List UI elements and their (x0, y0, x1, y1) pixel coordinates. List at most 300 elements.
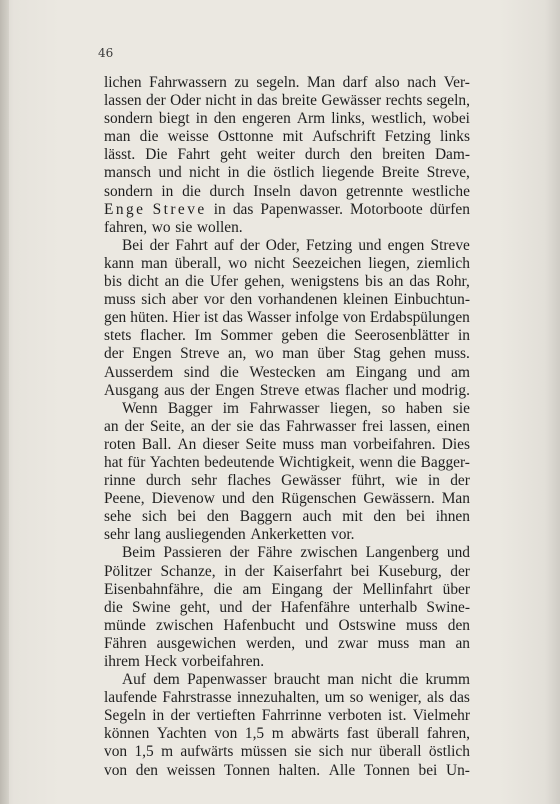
text-line (104, 74, 470, 92)
word: vorbeifahren. (181, 653, 265, 670)
text-line (104, 436, 470, 454)
word: Mellinfahrt (362, 580, 433, 598)
text-line (104, 219, 470, 237)
word: ist. (388, 707, 407, 725)
word: um (324, 689, 345, 707)
text-line (104, 345, 470, 363)
word: durch (304, 146, 340, 164)
word: Engen (132, 345, 172, 363)
word: Ufer (209, 273, 239, 291)
word: im (222, 399, 239, 417)
word: wollen. (196, 218, 243, 236)
word: sondern (104, 182, 153, 200)
word: Bagger (167, 399, 213, 417)
text-line (104, 309, 470, 327)
word: liegende (321, 164, 375, 182)
word: Fahrwasser (249, 399, 320, 417)
word: an (104, 417, 119, 435)
word: Im (194, 327, 212, 345)
word: an (164, 273, 180, 291)
word: Alle (328, 761, 356, 779)
word: der (104, 345, 124, 363)
word: Streve (430, 236, 470, 254)
word: lässt. (104, 146, 136, 164)
word: geht, (179, 598, 211, 616)
word: man (141, 254, 168, 272)
word: biegt (158, 110, 190, 128)
word: Ostswine (338, 616, 396, 634)
word: bis (104, 273, 122, 291)
word: engen (387, 236, 425, 254)
word: Ankerketten (250, 526, 327, 544)
word: sehr (104, 526, 130, 544)
word: Eingang (271, 580, 323, 598)
word: der (210, 417, 231, 435)
word: den (206, 508, 230, 526)
text-line (104, 635, 470, 653)
word: Wenn (122, 399, 158, 417)
word: segeln, (426, 92, 470, 110)
word: wie (395, 472, 418, 490)
word: an (455, 634, 470, 652)
word: davon (299, 182, 338, 200)
word: so (381, 399, 396, 417)
word: der (229, 544, 250, 562)
word: muss (405, 616, 438, 634)
word: 1,5 (134, 743, 154, 761)
word: bei (406, 508, 426, 526)
word: Rohr, (435, 273, 470, 291)
word: und (358, 236, 382, 254)
word: der (239, 236, 260, 254)
word: von (104, 743, 128, 761)
word: Arm (296, 110, 326, 128)
word: laufende (104, 689, 157, 707)
text-line (104, 671, 470, 689)
word: das (222, 309, 243, 327)
text-line (104, 400, 470, 418)
word: Beim (122, 544, 156, 562)
word: und (446, 544, 470, 562)
word: am (451, 363, 470, 381)
text-line (104, 508, 470, 526)
word: hat (104, 453, 123, 471)
word: Streve (259, 381, 300, 399)
word: ihrem (104, 653, 140, 670)
word: der (190, 381, 210, 399)
word: Aufschrift (312, 128, 376, 146)
word: am (242, 580, 262, 598)
word: zwischen (156, 616, 214, 634)
word: wenigstens (290, 273, 360, 291)
word: kann (104, 254, 134, 272)
text-line (104, 164, 470, 182)
word: der (450, 472, 470, 490)
word: können (104, 725, 150, 743)
word: muss. (434, 345, 470, 363)
page-number: 46 (98, 46, 114, 60)
word: braucht (273, 671, 321, 689)
word: engeren (242, 110, 291, 128)
word: Fahrwasser (285, 417, 357, 435)
word: Streve, (426, 164, 470, 182)
text-line (104, 364, 470, 382)
word: aufwärts (180, 743, 234, 761)
text-line (104, 544, 470, 562)
word: sie (294, 743, 312, 761)
word: unterhalb (359, 598, 418, 616)
word: der (450, 562, 470, 580)
word: mit (342, 508, 363, 526)
word: die (399, 671, 419, 689)
word: östlich (428, 743, 470, 761)
word: Un- (445, 761, 470, 779)
text-line (104, 382, 470, 400)
word: Sommer (220, 327, 273, 345)
text-line (104, 743, 470, 761)
word: bei (177, 508, 197, 526)
word: infolge (295, 309, 339, 327)
word: Gewässern. (363, 490, 435, 508)
word: frei (361, 417, 384, 435)
word: auch (302, 508, 332, 526)
word: durch (145, 472, 181, 490)
word: Fähre (257, 544, 293, 562)
word: zwischen (300, 544, 358, 562)
word: das (449, 689, 470, 707)
word: die (182, 182, 201, 200)
word: Fetzing (384, 128, 431, 146)
word: modrig. (421, 381, 470, 399)
word: stets (104, 327, 132, 345)
word: Yachten (149, 453, 200, 471)
text-line (104, 526, 470, 544)
word: in (195, 110, 208, 128)
word: etwas (304, 381, 340, 399)
word: verboten (327, 707, 382, 725)
word: westliche (411, 182, 470, 200)
word: sie (236, 417, 254, 435)
word: den (213, 110, 237, 128)
word: muss (282, 435, 315, 453)
word: weniger, (368, 689, 422, 707)
word: An (177, 435, 197, 453)
word: die (247, 164, 266, 182)
word: m (271, 725, 284, 743)
word: an, (227, 345, 247, 363)
word: für (127, 453, 146, 471)
word: liegen, (368, 254, 410, 272)
word: überall (376, 725, 420, 743)
word: haben (405, 399, 443, 417)
word: über (442, 580, 470, 598)
word: Fahrrinne (261, 707, 322, 725)
word: die (185, 273, 204, 291)
word: einen (436, 417, 470, 435)
word: Streve (152, 200, 207, 218)
word: 1,5 (244, 725, 265, 743)
word: nicht (254, 254, 285, 272)
text-line (104, 563, 470, 581)
word: sehr (191, 472, 217, 490)
word: Rügenschen (281, 490, 357, 508)
word: Seite, (150, 417, 185, 435)
word: breiten (382, 146, 425, 164)
word: mit (282, 128, 304, 146)
word: fahren, (104, 218, 148, 236)
word: ihnen (435, 508, 470, 526)
word: rinne (104, 472, 136, 490)
word: ausgewichen (156, 634, 237, 652)
word: Papenwasser (187, 671, 267, 689)
word: und (221, 490, 245, 508)
word: Passieren (163, 544, 222, 562)
word: Motorboote (350, 200, 423, 218)
word: kleinen (342, 291, 389, 309)
word: Streve (180, 345, 220, 363)
word: nicht (361, 671, 393, 689)
word: dicht (127, 273, 159, 291)
word: getrennte (345, 182, 404, 200)
word: und (219, 598, 243, 616)
word: werden, (245, 634, 296, 652)
word: das (256, 92, 278, 110)
word: bei (350, 562, 370, 580)
text-line (104, 454, 470, 472)
word: sie (175, 218, 193, 236)
word: wo (151, 218, 171, 236)
word: Engen (215, 381, 255, 399)
word: darf (342, 74, 368, 91)
text-line (104, 327, 470, 345)
word: bis (364, 273, 383, 291)
word: krumm (425, 671, 470, 689)
word: Enge (104, 200, 146, 218)
word: Heck (144, 653, 177, 670)
word: die (397, 453, 417, 471)
word: Osttonne (217, 128, 274, 146)
word: den (349, 146, 373, 164)
word: Gewässer (321, 92, 382, 110)
word: m (161, 743, 174, 761)
word: segeln. (256, 74, 300, 91)
word: muss (104, 291, 136, 309)
word: flacher. (140, 327, 186, 345)
word: Hier (172, 309, 200, 327)
text-line (104, 689, 470, 707)
word: Fähren (104, 634, 147, 652)
word: Fahrwassern (149, 74, 227, 91)
word: den (251, 490, 275, 508)
word: in (427, 472, 440, 490)
word: lassen (104, 92, 142, 110)
word: der (146, 92, 166, 110)
text-line (104, 146, 470, 164)
word: Segeln (104, 707, 146, 725)
word: Seerosenblätter (354, 327, 450, 345)
word: man (419, 634, 446, 652)
text-line (104, 707, 470, 725)
word: rechts (385, 92, 423, 110)
text-line (104, 472, 470, 490)
word: in (224, 562, 237, 580)
word: Baggern (239, 508, 292, 526)
word: vorbeifahren. (353, 435, 436, 453)
word: bei (418, 761, 438, 779)
word: Schanze, (160, 562, 216, 580)
word: innezuhalten, (236, 689, 320, 707)
word: in (240, 92, 253, 110)
word: Peene, (104, 490, 145, 508)
word: wo (254, 345, 274, 363)
word: die (220, 363, 239, 381)
word: den (135, 761, 158, 779)
word: gehen, (244, 273, 285, 291)
text-line (104, 653, 470, 671)
word: links (440, 128, 470, 146)
word: Erdabspülungen (369, 309, 470, 327)
word: Einbuchtun- (393, 291, 470, 309)
word: Ausgang (104, 381, 159, 399)
text-line (104, 201, 470, 219)
text-line (104, 490, 470, 508)
word: Westecken (249, 363, 316, 381)
text-line (104, 110, 470, 128)
word: Fahrstrasse (162, 689, 232, 707)
text-line (104, 273, 470, 291)
word: in (152, 707, 165, 725)
word: durch (209, 182, 245, 200)
text-line (104, 291, 470, 309)
word: weiter (256, 146, 295, 164)
word: Man (441, 490, 470, 508)
word: vor. (331, 526, 355, 544)
word: Stag (353, 345, 381, 363)
word: den (373, 508, 396, 526)
word: Seite (245, 435, 277, 453)
word: man (282, 345, 309, 363)
word: ausliegenden (165, 526, 246, 544)
word: Dam- (434, 146, 470, 164)
word: sie (452, 399, 470, 417)
word: nicht (205, 92, 237, 110)
word: Dies (441, 435, 470, 453)
word: Papenwasser. (260, 200, 343, 218)
word: Swine- (426, 598, 470, 616)
word: zwar (337, 634, 368, 652)
text-line (104, 599, 470, 617)
word: links, (331, 110, 366, 128)
word: Gewässer (281, 472, 341, 490)
word: der (251, 598, 272, 616)
word: halten. (278, 761, 321, 779)
word: roten (104, 435, 136, 453)
word: überall (378, 743, 422, 761)
word: als (426, 689, 445, 707)
word: Seezeichen (292, 254, 362, 272)
word: Vielmehr (412, 707, 470, 725)
word: dieser (202, 435, 240, 453)
word: in (457, 327, 470, 345)
word: muss (377, 634, 410, 652)
text-line (104, 581, 470, 599)
word: fahren, (426, 725, 470, 743)
word: sich (142, 508, 167, 526)
word: auf (214, 236, 234, 254)
text-line (104, 762, 470, 780)
word: der (332, 580, 353, 598)
word: an (190, 417, 206, 435)
word: Tonnen (224, 761, 270, 779)
word: geht (219, 146, 247, 164)
word: von (104, 761, 128, 779)
word: und (417, 363, 441, 381)
word: nach (407, 74, 437, 91)
word: die (104, 598, 123, 616)
text-line (104, 255, 470, 273)
word: das (409, 273, 430, 291)
word: in (161, 182, 174, 200)
word: der (170, 707, 191, 725)
word: vertieften (196, 707, 256, 725)
word: Swine (132, 598, 171, 616)
word: Eingang (355, 363, 407, 381)
word: westlich, (371, 110, 427, 128)
word: müssen (240, 743, 287, 761)
text-line (104, 725, 470, 743)
text-line (104, 92, 470, 110)
word: abwärts (291, 725, 340, 743)
word: Fahrt (175, 236, 208, 254)
word: Inseln (253, 182, 291, 200)
word: weissen (166, 761, 216, 779)
word: lang (134, 526, 161, 544)
word: sondern (104, 110, 153, 128)
word: man (320, 435, 347, 453)
word: wo (228, 254, 248, 272)
word: Fahrt (177, 146, 210, 164)
word: fast (346, 725, 369, 743)
word: über (317, 345, 345, 363)
word: die (326, 327, 346, 345)
text-line (104, 237, 470, 255)
word: breite (281, 92, 317, 110)
word: Dievenow (151, 490, 215, 508)
word: von (214, 725, 238, 743)
word: münde (104, 616, 146, 634)
word: nicht (189, 164, 220, 182)
word: Yachten (156, 725, 207, 743)
word: liegen, (329, 399, 372, 417)
word: hüten. (130, 309, 169, 327)
word: der (149, 236, 170, 254)
word: in (227, 164, 240, 182)
word: Bei (122, 236, 144, 254)
word: das (259, 417, 281, 435)
word: Ausserdem (104, 363, 174, 381)
word: und (305, 616, 329, 634)
word: weisse (167, 128, 209, 146)
word: dem (153, 671, 180, 689)
word: ist (203, 309, 219, 327)
word: Tonnen (363, 761, 410, 779)
word: vorhandenen (257, 291, 338, 309)
word: flacher (345, 381, 388, 399)
word: Oder (170, 92, 201, 110)
word: aber (171, 291, 199, 309)
word: und (304, 634, 329, 652)
word: sehe (104, 508, 132, 526)
